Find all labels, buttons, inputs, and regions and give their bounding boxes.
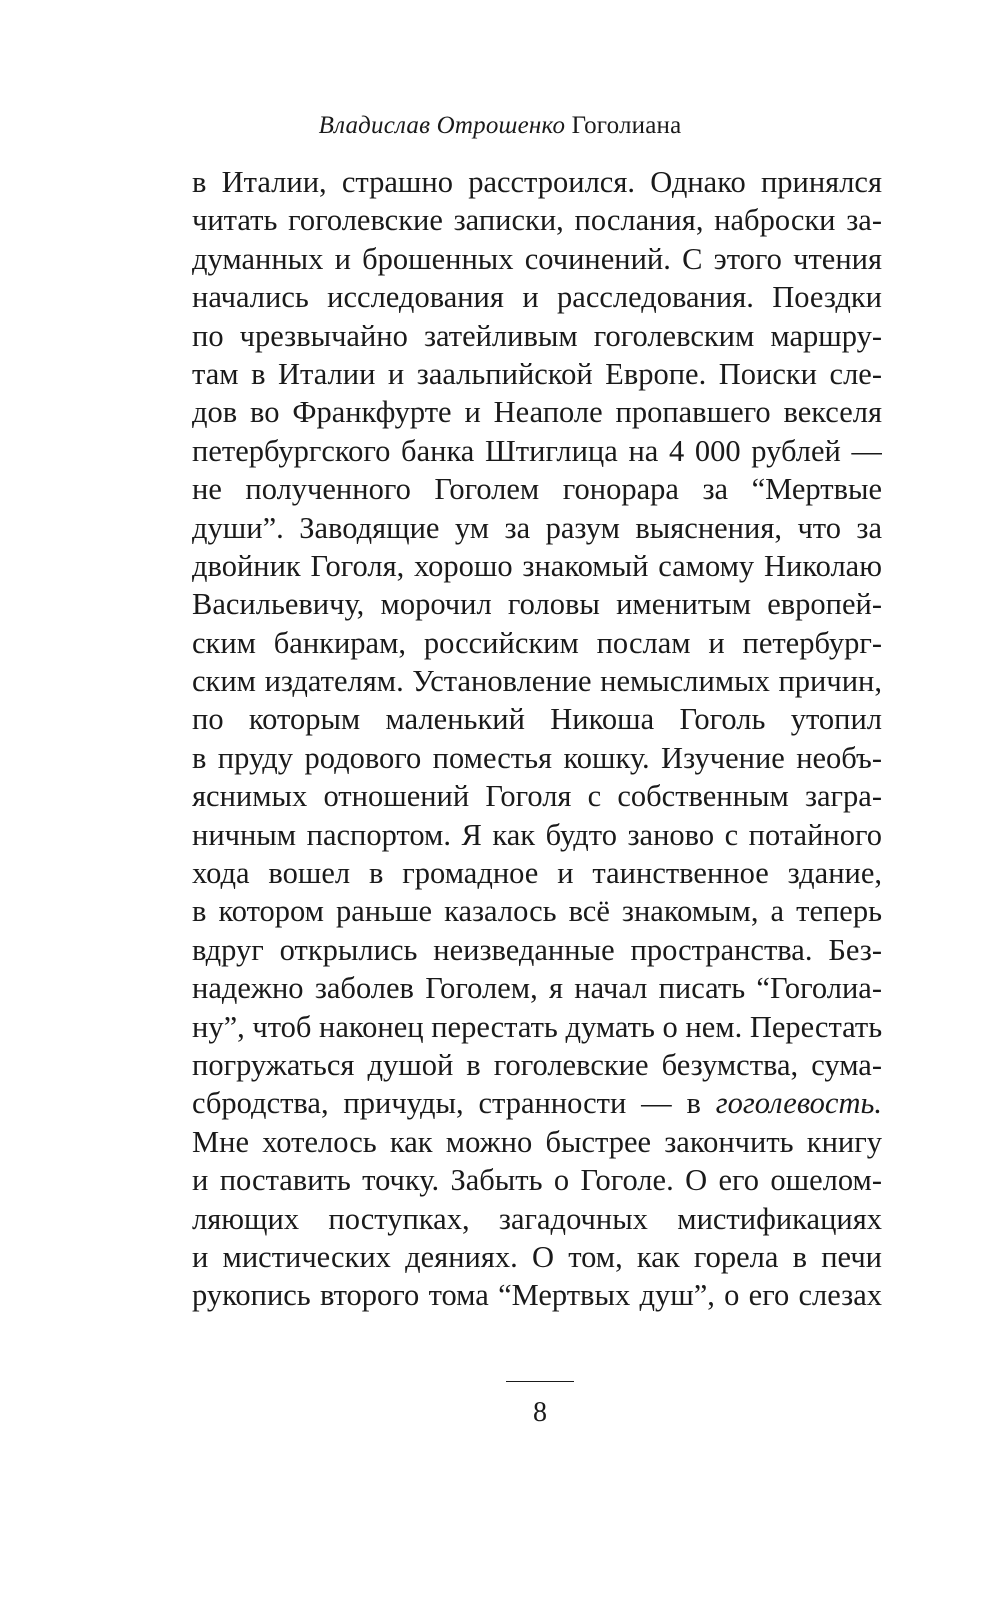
body-line: дов во Франкфурте и Неаполе пропавшего векселя	[192, 395, 882, 430]
body-line: погружаться душой в гоголевские безумства, сума-	[192, 1047, 882, 1082]
body-line: читать гоголевские записки, послания, наброски за-	[192, 203, 882, 238]
body-line: двойник Гоголя, хорошо знакомый самому Николаю	[192, 548, 882, 583]
footer-rule	[506, 1381, 574, 1382]
running-head-title: Гоголиана	[571, 112, 682, 139]
body-line: по чрезвычайно затейливым гоголевским маршру-	[192, 318, 882, 353]
body-text	[192, 163, 882, 1315]
body-line: яснимых отношений Гоголя с собственным загра-	[192, 779, 882, 814]
body-line: Васильевичу, морочил головы именитым европей-	[192, 587, 882, 622]
body-line-with-italic	[192, 1084, 882, 1122]
body-line-text: сбродства, причуды, странности — в	[192, 1086, 716, 1121]
body-line: думанных и брошенных сочинений. С этого чтения	[192, 241, 882, 276]
body-line: по которым маленький Никоша Гоголь утопил	[192, 702, 882, 737]
body-line: надежно заболев Гоголем, я начал писать “Гоголиа-	[192, 971, 882, 1006]
body-line: ну”, чтоб наконец перестать думать о нем. Перестать	[192, 1009, 882, 1044]
running-head-author: Владислав Отрошенко	[318, 112, 566, 139]
body-line: хода вошел в громадное и таинственное здание,	[192, 856, 882, 891]
body-line: ским банкирам, российским послам и петербург-	[192, 625, 882, 660]
body-line: рукопись второго тома “Мертвых душ”, о его слезах	[192, 1278, 882, 1313]
body-line: и поставить точку. Забыть о Гоголе. О его ошелом-	[192, 1163, 882, 1198]
body-line: в Италии, страшно расстроился. Однако принялся	[192, 165, 882, 199]
body-line: и мистических деяниях. О том, как горела в печи	[192, 1239, 882, 1274]
body-line: ским издателям. Установление немыслимых причин,	[192, 664, 882, 699]
body-line: петербургского банка Штиглица на 4 000 рублей —	[192, 433, 882, 468]
body-line: там в Италии и заальпийской Европе. Поиски сле-	[192, 356, 882, 391]
body-line: в котором раньше казалось всё знакомым, а теперь	[192, 894, 882, 929]
running-head	[0, 111, 1000, 141]
body-line: вдруг открылись неизведанные пространства. Без-	[192, 932, 882, 967]
italic-word: гоголевость.	[715, 1086, 882, 1121]
body-line: души”. Заводящие ум за разум выяснения, что за	[192, 510, 882, 545]
body-line: Мне хотелось как можно быстрее закончить книгу	[192, 1124, 882, 1159]
body-line: в пруду родового поместья кошку. Изучение необъ-	[192, 740, 882, 775]
body-line: не полученного Гоголем гонорара за “Мертвые	[192, 472, 882, 507]
page-number: 8	[533, 1397, 547, 1428]
body-line: начались исследования и расследования. Поездки	[192, 280, 882, 315]
body-line: ничным паспортом. Я как будто заново с потайного	[192, 817, 882, 852]
body-line: ляющих поступках, загадочных мистификациях	[192, 1201, 882, 1236]
